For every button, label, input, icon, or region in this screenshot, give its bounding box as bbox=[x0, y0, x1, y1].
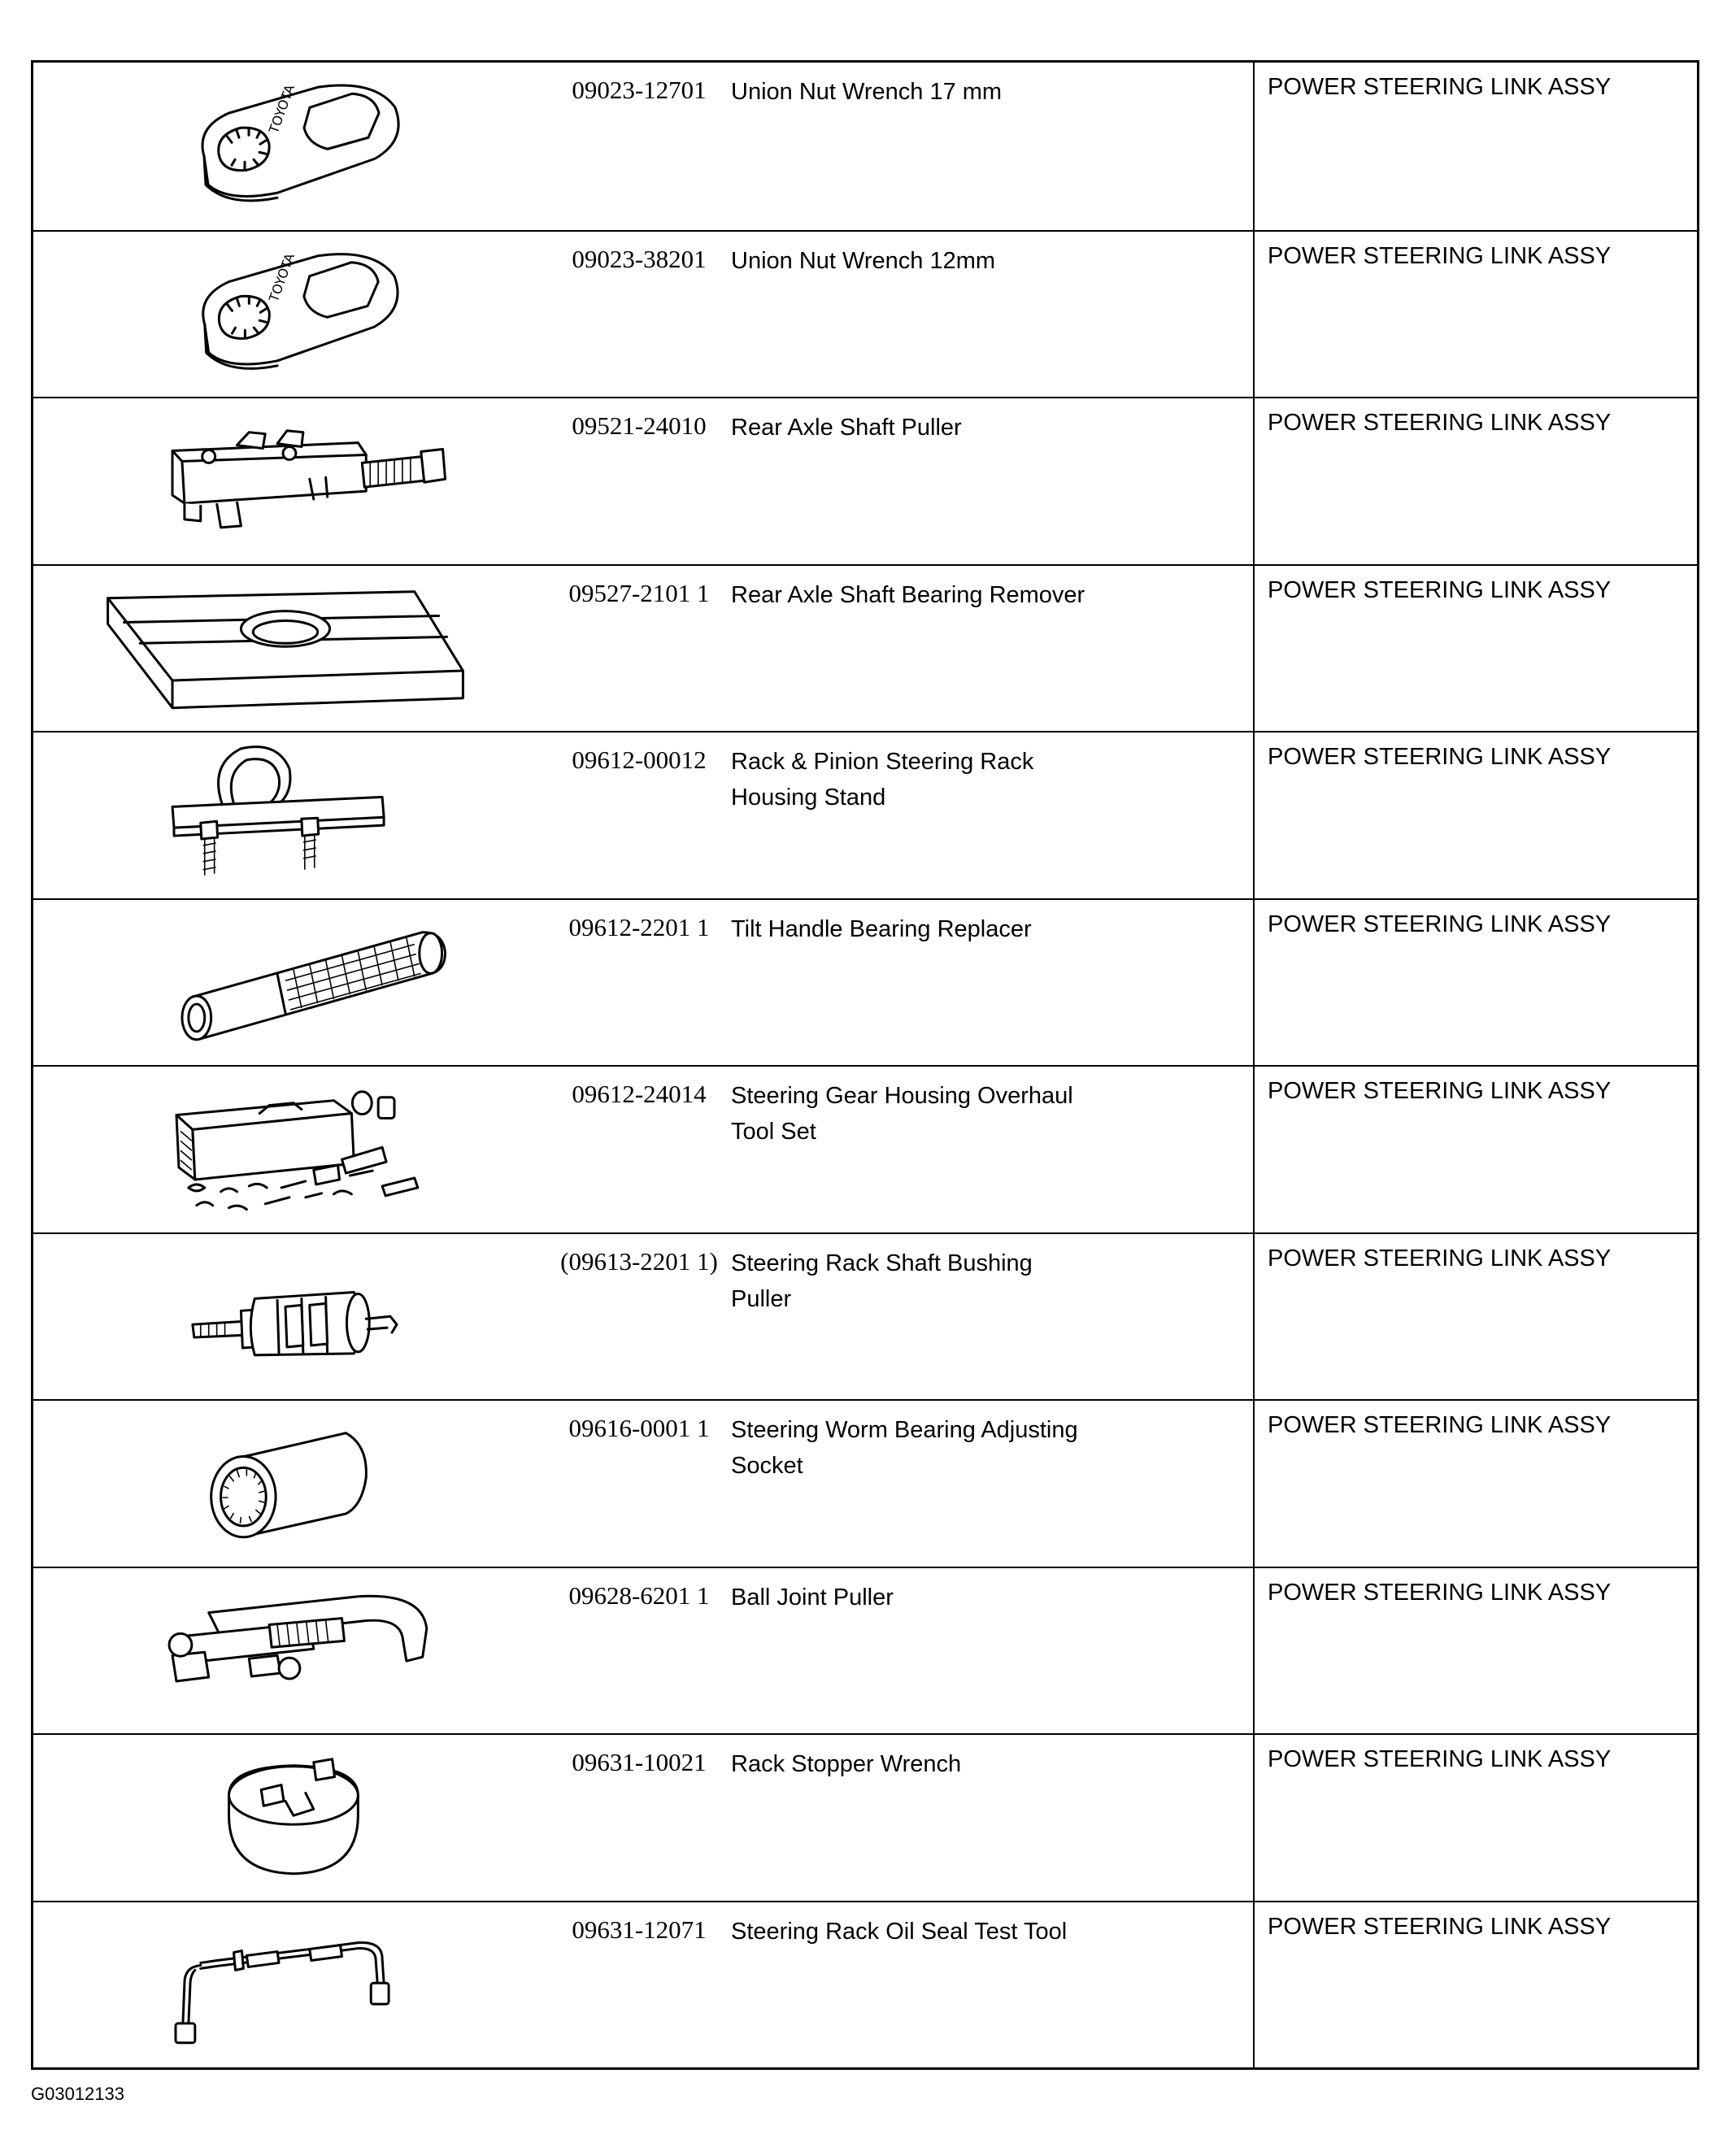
application: POWER STEERING LINK ASSY bbox=[1268, 1078, 1612, 1104]
application: POWER STEERING LINK ASSY bbox=[1268, 744, 1612, 770]
column-divider bbox=[1253, 1401, 1255, 1567]
housing-stand-icon bbox=[33, 732, 537, 898]
tool-name: Steering Worm Bearing Adjusting Socket bbox=[731, 1417, 1078, 1479]
tool-name: Rear Axle Shaft Puller bbox=[731, 415, 962, 441]
table-row bbox=[33, 898, 1697, 1066]
tool-name: Steering Rack Shaft Bushing Puller bbox=[731, 1250, 1033, 1312]
ball-joint-puller-icon bbox=[33, 1568, 537, 1734]
union-nut-wrench-icon bbox=[33, 232, 537, 398]
application: POWER STEERING LINK ASSY bbox=[1268, 1579, 1612, 1606]
part-number: 09527-2101 1 bbox=[568, 578, 710, 607]
column-divider bbox=[1253, 1568, 1255, 1734]
tool-name: Tilt Handle Bearing Replacer bbox=[731, 915, 1032, 942]
table-row bbox=[33, 1065, 1697, 1232]
tool-name: Ball Joint Puller bbox=[731, 1584, 894, 1610]
column-divider bbox=[1253, 398, 1255, 564]
column-divider bbox=[1253, 900, 1255, 1066]
oil-seal-test-tool-icon bbox=[33, 1902, 537, 2068]
special-tools-table bbox=[31, 60, 1699, 2070]
part-number: 09023-12701 bbox=[572, 76, 707, 104]
part-number: 09631-10021 bbox=[572, 1748, 707, 1776]
application: POWER STEERING LINK ASSY bbox=[1268, 911, 1612, 937]
table-row bbox=[33, 731, 1697, 898]
table-row bbox=[33, 1567, 1697, 1734]
application: POWER STEERING LINK ASSY bbox=[1268, 242, 1612, 269]
tool-name: Union Nut Wrench 17 mm bbox=[731, 79, 1003, 105]
application: POWER STEERING LINK ASSY bbox=[1268, 74, 1612, 100]
axle-shaft-puller-icon bbox=[33, 398, 537, 564]
part-number: 09612-2201 1 bbox=[568, 912, 710, 941]
bearing-replacer-icon bbox=[33, 900, 537, 1066]
part-number: 09023-38201 bbox=[572, 244, 707, 273]
column-divider bbox=[1253, 232, 1255, 398]
tool-name: Rear Axle Shaft Bearing Remover bbox=[731, 581, 1085, 608]
figure-code: G03012133 bbox=[31, 2084, 124, 2104]
bushing-puller-icon bbox=[33, 1234, 537, 1400]
column-divider bbox=[1253, 1234, 1255, 1400]
application: POWER STEERING LINK ASSY bbox=[1268, 410, 1612, 436]
column-divider bbox=[1253, 1067, 1255, 1232]
part-number: 09521-24010 bbox=[572, 411, 707, 440]
table-row bbox=[33, 63, 1697, 230]
column-divider bbox=[1253, 566, 1255, 732]
svg-text:TOYOTA: TOYOTA bbox=[265, 82, 298, 136]
column-divider bbox=[1253, 1902, 1255, 2068]
part-number: (09613-2201 1) bbox=[560, 1246, 718, 1276]
table-row bbox=[33, 1399, 1697, 1567]
application: POWER STEERING LINK ASSY bbox=[1268, 576, 1612, 603]
tool-name: Rack Stopper Wrench bbox=[731, 1751, 962, 1777]
tool-name: Rack & Pinion Steering Rack Housing Stand bbox=[731, 749, 1034, 811]
part-number: 09612-24014 bbox=[572, 1080, 707, 1108]
part-number: 09616-0001 1 bbox=[568, 1414, 710, 1442]
table-row bbox=[33, 397, 1697, 564]
tool-name: Steering Gear Housing Overhaul Tool Set bbox=[731, 1083, 1073, 1145]
table-row bbox=[33, 230, 1697, 398]
application: POWER STEERING LINK ASSY bbox=[1268, 1245, 1612, 1271]
union-nut-wrench-icon bbox=[33, 63, 537, 230]
column-divider bbox=[1253, 63, 1255, 230]
table-row bbox=[33, 1232, 1697, 1400]
rack-stopper-wrench-icon bbox=[33, 1735, 537, 1901]
adjusting-socket-icon bbox=[33, 1401, 537, 1567]
column-divider bbox=[1253, 1735, 1255, 1901]
tool-name: Union Nut Wrench 12mm bbox=[731, 247, 996, 274]
table-row bbox=[33, 564, 1697, 732]
application: POWER STEERING LINK ASSY bbox=[1268, 1412, 1612, 1438]
part-number: 09612-00012 bbox=[572, 745, 707, 774]
application: POWER STEERING LINK ASSY bbox=[1268, 1746, 1612, 1772]
overhaul-tool-set-icon bbox=[33, 1067, 537, 1232]
table-row bbox=[33, 1733, 1697, 1901]
bearing-remover-plate-icon bbox=[33, 566, 537, 732]
part-number: 09628-6201 1 bbox=[568, 1580, 710, 1610]
column-divider bbox=[1253, 732, 1255, 898]
svg-text:TOYOTA: TOYOTA bbox=[265, 250, 298, 304]
part-number: 09631-12071 bbox=[572, 1915, 707, 1944]
table-row bbox=[33, 1901, 1697, 2068]
application: POWER STEERING LINK ASSY bbox=[1268, 1913, 1612, 1940]
tool-name: Steering Rack Oil Seal Test Tool bbox=[731, 1918, 1068, 1945]
